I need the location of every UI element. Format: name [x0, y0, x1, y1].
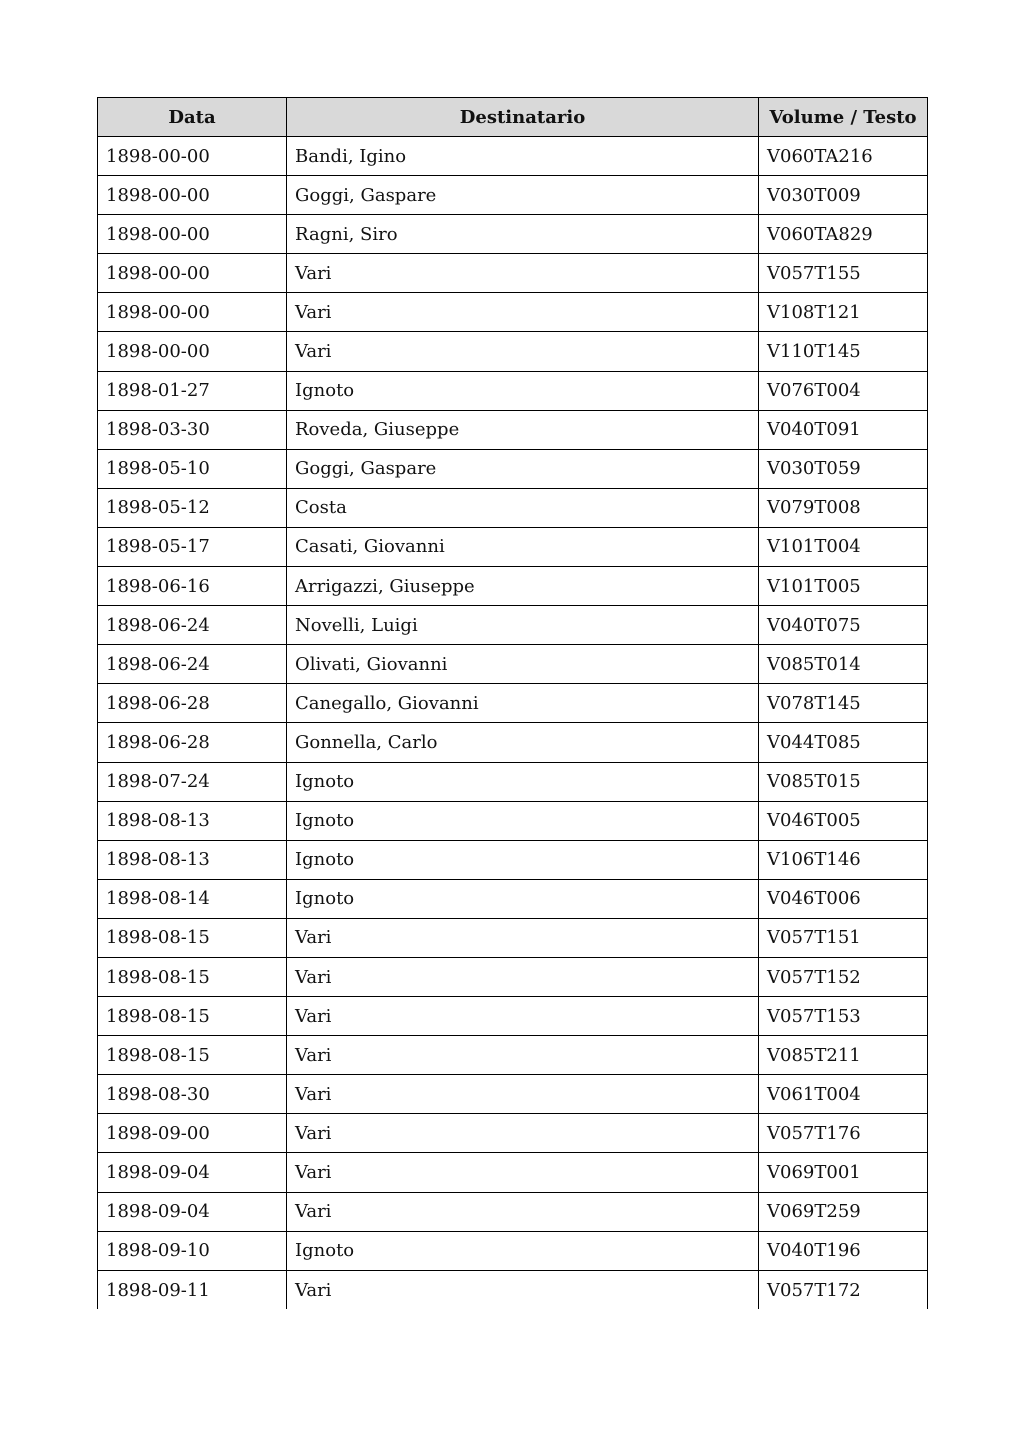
- cell-volume: V078T145: [759, 684, 928, 723]
- table-row: [98, 176, 928, 215]
- table-row: [98, 410, 928, 449]
- cell-recipient: Ignoto: [287, 840, 759, 879]
- table-row: [98, 1153, 928, 1192]
- cell-date: 1898-08-15: [98, 1036, 287, 1075]
- table-row: [98, 527, 928, 566]
- table-row: [98, 137, 928, 176]
- table-row: [98, 723, 928, 762]
- cell-volume: V085T211: [759, 1036, 928, 1075]
- table-row: [98, 332, 928, 371]
- table-row: [98, 215, 928, 254]
- cell-date: 1898-08-15: [98, 957, 287, 996]
- cell-recipient: Costa: [287, 488, 759, 527]
- cell-date: 1898-09-00: [98, 1114, 287, 1153]
- table-row: [98, 488, 928, 527]
- cell-volume: V060TA829: [759, 215, 928, 254]
- cell-recipient: Vari: [287, 332, 759, 371]
- table-row: [98, 997, 928, 1036]
- cell-date: 1898-00-00: [98, 293, 287, 332]
- table-header: [98, 98, 928, 137]
- cell-volume: V040T091: [759, 410, 928, 449]
- cell-recipient: Roveda, Giuseppe: [287, 410, 759, 449]
- cell-recipient: Gonnella, Carlo: [287, 723, 759, 762]
- cell-volume: V085T014: [759, 645, 928, 684]
- table-row: [98, 254, 928, 293]
- table-row: [98, 567, 928, 606]
- cell-recipient: Vari: [287, 918, 759, 957]
- cell-date: 1898-06-28: [98, 723, 287, 762]
- table-body: [98, 137, 928, 1310]
- cell-date: 1898-01-27: [98, 371, 287, 410]
- table-row: [98, 371, 928, 410]
- cell-volume: V085T015: [759, 762, 928, 801]
- cell-date: 1898-08-15: [98, 997, 287, 1036]
- cell-volume: V030T059: [759, 449, 928, 488]
- cell-volume: V076T004: [759, 371, 928, 410]
- table-row: [98, 1114, 928, 1153]
- cell-date: 1898-08-14: [98, 879, 287, 918]
- cell-recipient: Ignoto: [287, 801, 759, 840]
- cell-volume: V101T005: [759, 567, 928, 606]
- table-row: [98, 1036, 928, 1075]
- cell-recipient: Goggi, Gaspare: [287, 176, 759, 215]
- cell-recipient: Ignoto: [287, 879, 759, 918]
- table-row: [98, 957, 928, 996]
- cell-volume: V057T152: [759, 957, 928, 996]
- cell-volume: V079T008: [759, 488, 928, 527]
- cell-volume: V106T146: [759, 840, 928, 879]
- cell-date: 1898-09-04: [98, 1192, 287, 1231]
- cell-date: 1898-08-13: [98, 840, 287, 879]
- cell-recipient: Vari: [287, 1114, 759, 1153]
- table-row: [98, 918, 928, 957]
- cell-volume: V108T121: [759, 293, 928, 332]
- table-row: [98, 879, 928, 918]
- cell-date: 1898-09-10: [98, 1231, 287, 1270]
- cell-date: 1898-00-00: [98, 254, 287, 293]
- cell-recipient: Ignoto: [287, 1231, 759, 1270]
- cell-volume: V040T075: [759, 606, 928, 645]
- cell-volume: V057T172: [759, 1270, 928, 1309]
- cell-recipient: Canegallo, Giovanni: [287, 684, 759, 723]
- table-row: [98, 606, 928, 645]
- cell-date: 1898-09-04: [98, 1153, 287, 1192]
- cell-date: 1898-00-00: [98, 137, 287, 176]
- cell-date: 1898-08-15: [98, 918, 287, 957]
- header-date: Data: [98, 98, 287, 137]
- cell-volume: V044T085: [759, 723, 928, 762]
- cell-recipient: Novelli, Luigi: [287, 606, 759, 645]
- cell-recipient: Bandi, Igino: [287, 137, 759, 176]
- table-row: [98, 645, 928, 684]
- cell-volume: V057T151: [759, 918, 928, 957]
- table-row: [98, 1192, 928, 1231]
- cell-recipient: Vari: [287, 1192, 759, 1231]
- table-row: [98, 1231, 928, 1270]
- cell-recipient: Vari: [287, 997, 759, 1036]
- table-row: [98, 801, 928, 840]
- cell-date: 1898-08-30: [98, 1075, 287, 1114]
- table-row: [98, 1075, 928, 1114]
- cell-date: 1898-08-13: [98, 801, 287, 840]
- cell-volume: V060TA216: [759, 137, 928, 176]
- cell-recipient: Vari: [287, 1270, 759, 1309]
- cell-recipient: Vari: [287, 1075, 759, 1114]
- cell-date: 1898-00-00: [98, 176, 287, 215]
- cell-date: 1898-06-28: [98, 684, 287, 723]
- header-row: [98, 98, 928, 137]
- table-row: [98, 293, 928, 332]
- letters-table: [97, 97, 928, 1309]
- cell-date: 1898-03-30: [98, 410, 287, 449]
- cell-recipient: Goggi, Gaspare: [287, 449, 759, 488]
- cell-date: 1898-00-00: [98, 215, 287, 254]
- cell-recipient: Arrigazzi, Giuseppe: [287, 567, 759, 606]
- cell-volume: V030T009: [759, 176, 928, 215]
- cell-date: 1898-06-24: [98, 645, 287, 684]
- table-row: [98, 684, 928, 723]
- cell-recipient: Ragni, Siro: [287, 215, 759, 254]
- cell-recipient: Casati, Giovanni: [287, 527, 759, 566]
- cell-recipient: Vari: [287, 293, 759, 332]
- cell-volume: V061T004: [759, 1075, 928, 1114]
- cell-recipient: Vari: [287, 957, 759, 996]
- cell-volume: V069T001: [759, 1153, 928, 1192]
- cell-volume: V057T176: [759, 1114, 928, 1153]
- cell-date: 1898-05-12: [98, 488, 287, 527]
- cell-recipient: Vari: [287, 254, 759, 293]
- cell-volume: V101T004: [759, 527, 928, 566]
- cell-volume: V057T155: [759, 254, 928, 293]
- cell-recipient: Ignoto: [287, 762, 759, 801]
- cell-recipient: Vari: [287, 1036, 759, 1075]
- cell-volume: V046T005: [759, 801, 928, 840]
- header-volume: Volume / Testo: [759, 98, 928, 137]
- cell-date: 1898-09-11: [98, 1270, 287, 1309]
- cell-volume: V069T259: [759, 1192, 928, 1231]
- cell-volume: V040T196: [759, 1231, 928, 1270]
- cell-date: 1898-05-17: [98, 527, 287, 566]
- cell-date: 1898-05-10: [98, 449, 287, 488]
- cell-recipient: Vari: [287, 1153, 759, 1192]
- cell-volume: V046T006: [759, 879, 928, 918]
- cell-volume: V057T153: [759, 997, 928, 1036]
- cell-date: 1898-00-00: [98, 332, 287, 371]
- cell-recipient: Olivati, Giovanni: [287, 645, 759, 684]
- cell-date: 1898-06-16: [98, 567, 287, 606]
- table-row: [98, 762, 928, 801]
- table-row: [98, 449, 928, 488]
- cell-date: 1898-07-24: [98, 762, 287, 801]
- header-recipient: Destinatario: [287, 98, 759, 137]
- cell-volume: V110T145: [759, 332, 928, 371]
- table-row: [98, 1270, 928, 1309]
- cell-date: 1898-06-24: [98, 606, 287, 645]
- cell-recipient: Ignoto: [287, 371, 759, 410]
- table-row: [98, 840, 928, 879]
